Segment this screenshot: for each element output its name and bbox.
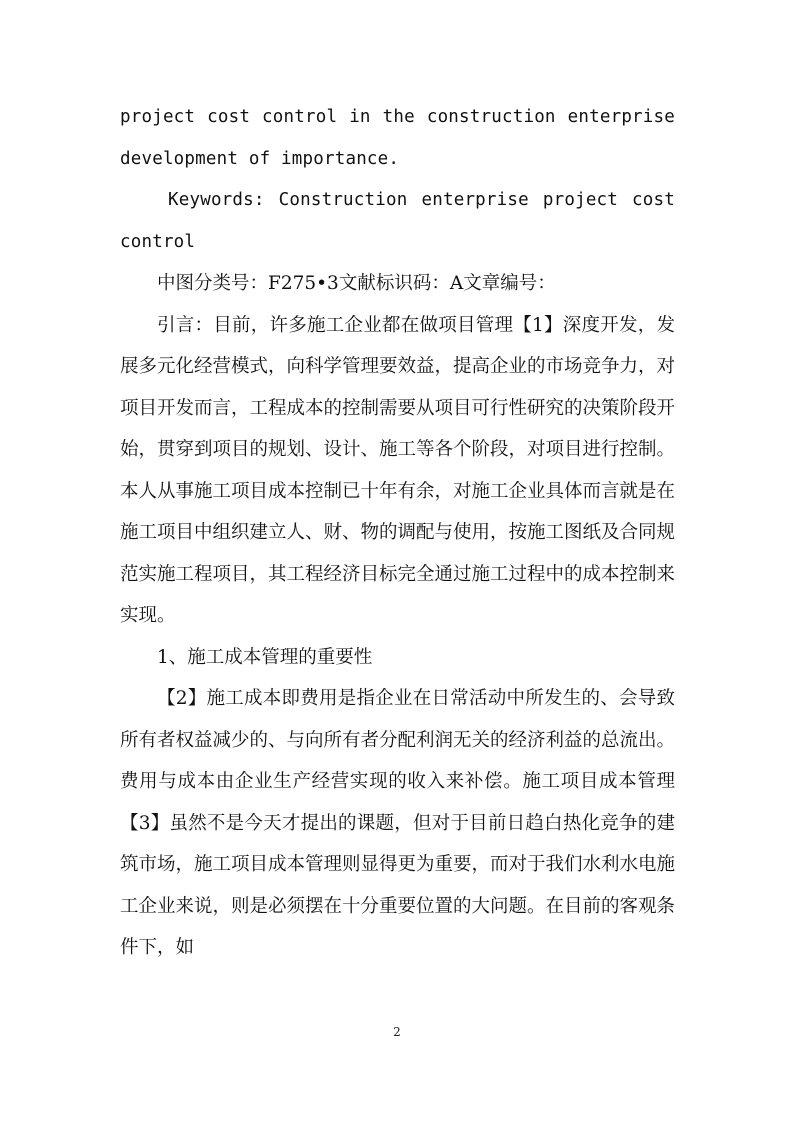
keywords-line: Keywords: Construction enterprise project cost control	[120, 190, 675, 252]
page-number: 2	[393, 1025, 401, 1039]
section-heading: 1、施工成本管理的重要性	[157, 646, 373, 668]
introduction-paragraph: 引言：目前，许多施工企业都在做项目管理【1】深度开发，发展多元化经营模式，向科学管理要效益，提高企业的市场竞争力，对项目开发而言，工程成本的控制需要从项目可行性研究的决策阶段开始，贯穿到项目的规划、设计、施工等各个阶段，对项目进行控制。本人从事施工项目成本控制已十年有余，对施工企业具体而言就是在施工项目中组织建立人、财、物的调配与使用，按施工图纸及合同规范实施工程项目，其工程经济目标完全通过施工过程中的成本控制来实现。	[120, 314, 676, 626]
section-body-paragraph: 【2】施工成本即费用是指企业在日常活动中所发生的、会导致所有者权益减少的、与向所有者分配利润无关的经济利益的总流出。费用与成本由企业生产经营实现的收入来补偿。施工项目成本管理【3】虽然不是今天才提出的课题，但对于目前日趋白热化竞争的建筑市场，施工项目成本管理则显得更为重要，而对于我们水利水电施工企业来说，则是必须摆在十分重要位置的大问题。在目前的客观条件下，如	[120, 688, 676, 958]
classification-line: 中图分类号：F275•3文献标识码：A文章编号：	[157, 273, 556, 294]
abstract-text: project cost control in the construction enterprise development of importance.	[120, 107, 675, 169]
page-body	[120, 97, 675, 969]
